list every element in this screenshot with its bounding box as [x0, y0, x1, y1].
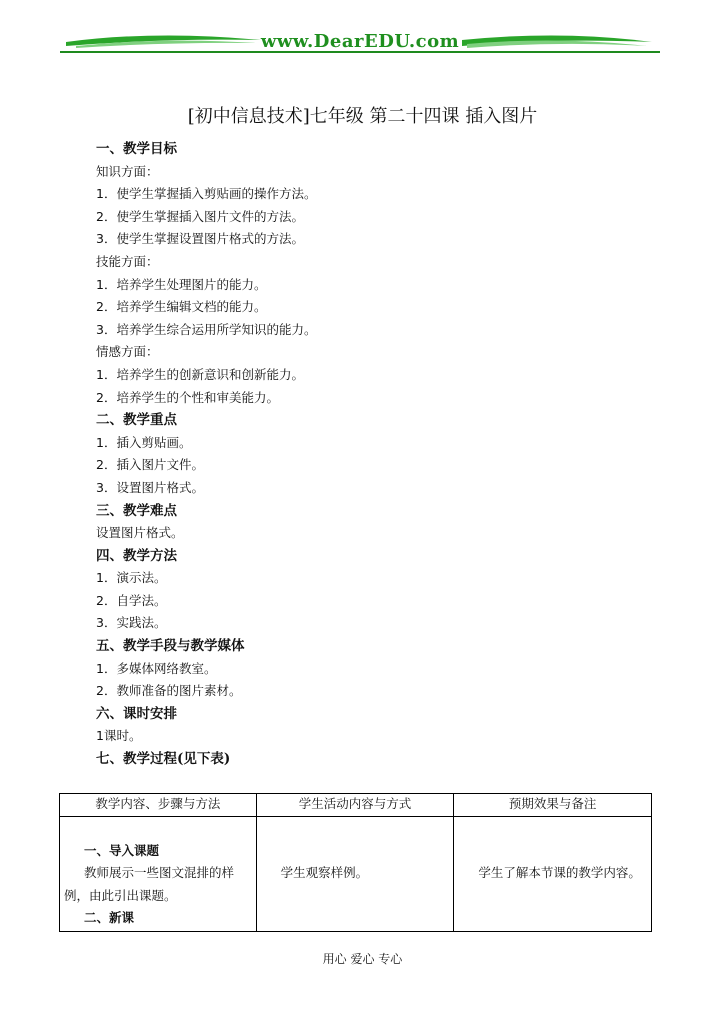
spacer: [64, 817, 252, 840]
site-logo: www.DearEDU.com: [260, 31, 460, 52]
list-item: 3．培养学生综合运用所学知识的能力。: [96, 321, 317, 337]
section-title: 五、教学手段与教学媒体: [96, 638, 245, 655]
paragraph: 设置图片格式。: [96, 525, 184, 541]
subsection-label: 技能方面：: [96, 253, 159, 269]
list-item: 2．自学法。: [96, 592, 167, 608]
table-cell: [454, 817, 652, 932]
list-item: 2．教师准备的图片素材。: [96, 683, 242, 699]
list-item: 2．培养学生的个性和审美能力。: [96, 389, 279, 405]
column-header: 教学内容、步骤与方法: [60, 794, 257, 817]
list-item: 1．插入剪贴画。: [96, 434, 192, 450]
section-title: 六、课时安排: [96, 705, 177, 722]
teaching-process-table: [59, 793, 652, 932]
section-title: 七、教学过程(见下表): [96, 751, 231, 768]
list-item: 1．培养学生处理图片的能力。: [96, 276, 267, 292]
list-item: 1．培养学生的创新意识和创新能力。: [96, 366, 304, 382]
spacer: [458, 817, 647, 862]
spacer: [261, 817, 450, 862]
column-header: 学生活动内容与方式: [256, 794, 454, 817]
table-cell: [60, 817, 257, 932]
subsection-label: 情感方面：: [96, 344, 159, 360]
list-item: 2．培养学生编辑文档的能力。: [96, 299, 267, 315]
table-cell: [256, 817, 454, 932]
list-item: 3．使学生掌握设置图片格式的方法。: [96, 231, 304, 247]
list-item: 3．设置图片格式。: [96, 479, 204, 495]
section-title: 一、教学目标: [96, 141, 177, 157]
cell-heading: 一、导入课题: [84, 842, 160, 858]
list-item: 1．使学生掌握插入剪贴画的操作方法。: [96, 186, 317, 202]
cell-heading: 二、新课: [84, 910, 135, 926]
cell-text: 学生观察样例。: [280, 865, 369, 881]
column-header: 预期效果与备注: [454, 794, 652, 817]
section-title: 四、教学方法: [96, 547, 177, 564]
paragraph: 1课时。: [96, 728, 142, 744]
section-title: 二、教学重点: [96, 412, 177, 429]
cell-text: 教师展示一些图文混排的样例，由此引出课题。: [64, 865, 235, 903]
site-header: [60, 28, 660, 58]
subsection-label: 知识方面：: [96, 163, 159, 179]
lesson-body: [96, 138, 656, 771]
list-item: 1．演示法。: [96, 570, 167, 586]
page-footer: 用心 爱心 专心: [322, 952, 403, 966]
table-header-row: [60, 794, 652, 817]
list-item: 1．多媒体网络教室。: [96, 660, 217, 676]
list-item: 2．插入图片文件。: [96, 457, 204, 473]
cell-text: 学生了解本节课的教学内容。: [478, 865, 641, 881]
section-title: 三、教学难点: [96, 502, 177, 519]
list-item: 2．使学生掌握插入图片文件的方法。: [96, 208, 304, 224]
list-item: 3．实践法。: [96, 615, 167, 631]
page-title: [初中信息技术]七年级 第二十四课 插入图片: [187, 106, 538, 127]
table-row: [60, 817, 652, 932]
